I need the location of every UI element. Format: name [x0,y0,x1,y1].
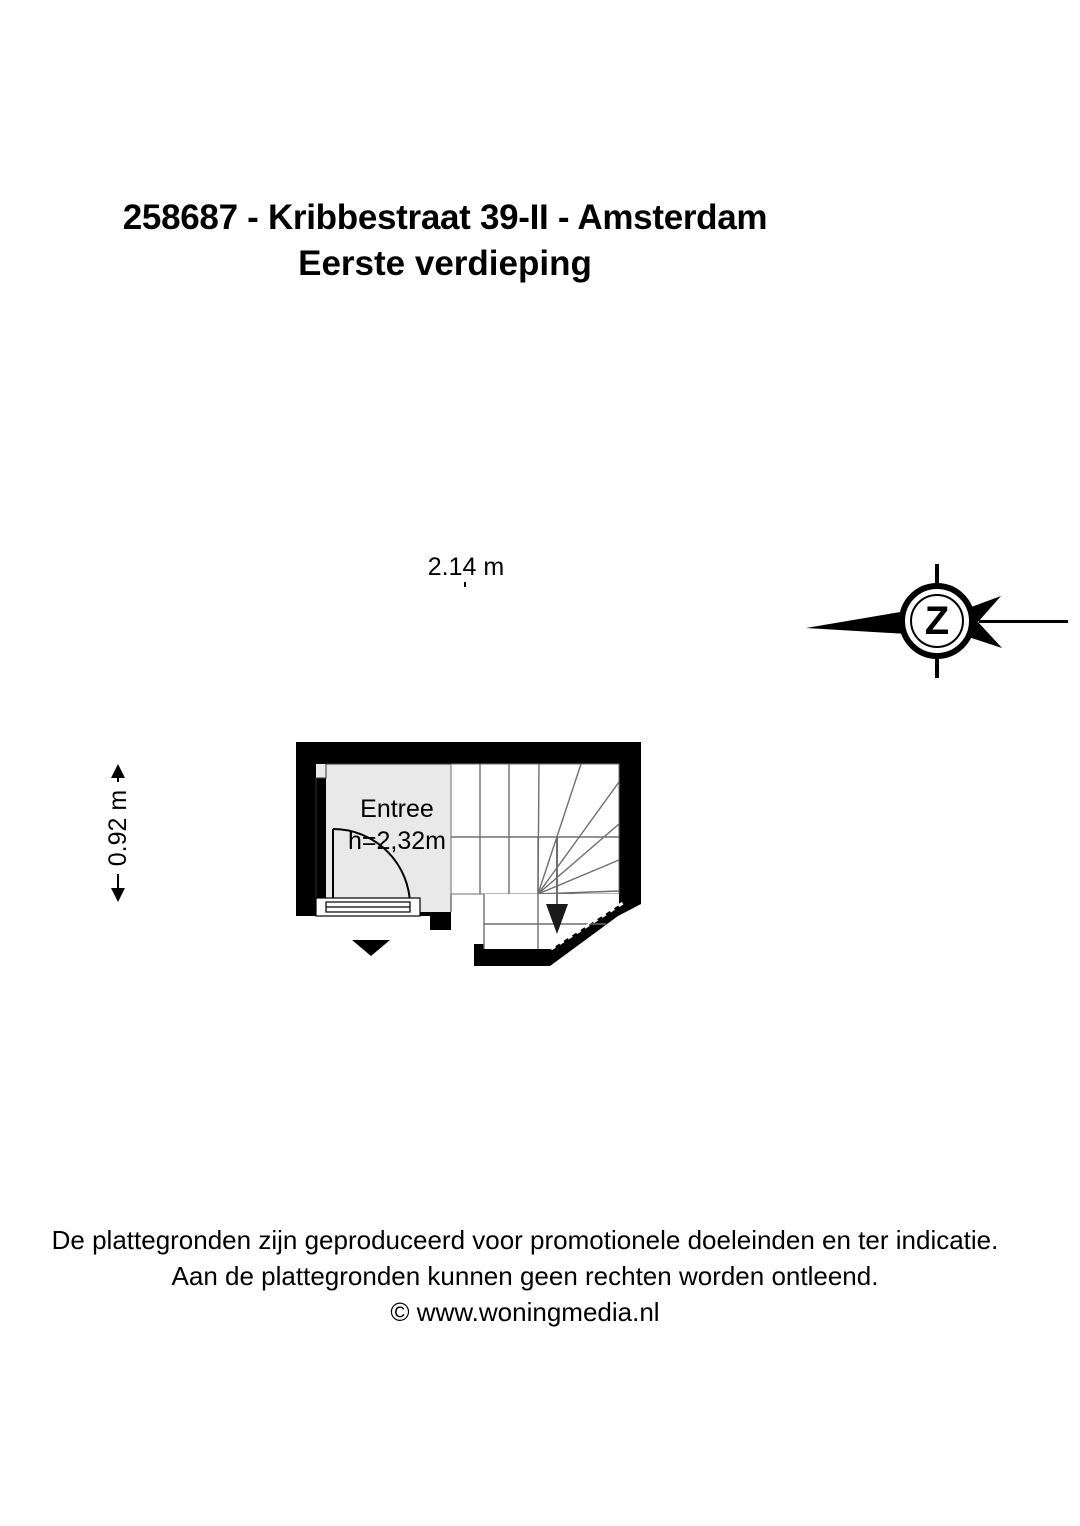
room-fill-entree [316,764,451,912]
page-title [0,196,890,286]
floorplan-drawing [288,734,656,974]
footer-line-1: De plattegronden zijn geproduceerd voor promotionele doeleinden en ter indicatie. [51,1225,999,1255]
floorplan-svg [288,734,656,974]
entrance-marker-icon [352,940,390,956]
dimension-width [316,552,616,586]
room-name: Entree [360,795,434,823]
window-element [316,898,420,916]
dimension-height [101,764,135,902]
compass-letter: Z [924,599,950,643]
title-floor: Eerste verdieping [298,244,592,283]
dimension-height-label: 0.92 m [103,759,133,897]
compass-rose [806,556,1068,684]
dimension-width-label: 2.14 m [316,552,616,582]
room-height: h=2,32m [348,827,446,855]
compass-icon [806,556,1068,684]
footer-line-3: © www.woningmedia.nl [390,1297,660,1327]
footer-line-2: Aan de plattegronden kunnen geen rechten worden ontleend. [171,1261,879,1291]
dimension-center-tick [464,582,466,587]
title-address: 258687 - Kribbestraat 39-II - Amsterdam [122,198,768,237]
footer-disclaimer [0,1222,1050,1330]
